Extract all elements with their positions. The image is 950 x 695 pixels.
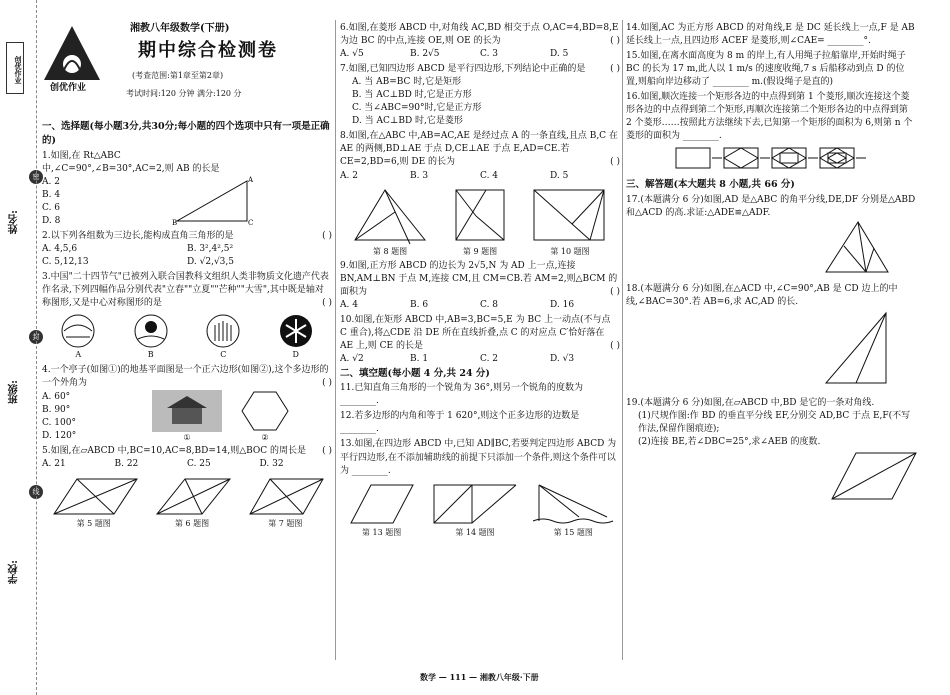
answer-paren: ( ) — [610, 157, 620, 168]
q9-figure: 第 9 题图 — [450, 186, 510, 258]
option: C. 3 — [480, 49, 499, 60]
question-2 — [42, 230, 332, 269]
option: B. 2√5 — [410, 49, 440, 60]
option: A. 2 — [42, 176, 60, 187]
hexagon-figure: ② — [240, 390, 290, 444]
section-heading: 二、填空题(每小题 4 分,共 24 分) — [340, 367, 490, 379]
triangle-figure — [172, 176, 252, 226]
svg-text:A: A — [248, 175, 254, 184]
exam-title: 期中综合检测卷 — [138, 40, 278, 61]
question-stem: 6.如图,在菱形 ABCD 中,对角线 AC,BD 相交于点 O,AC=4,BD=8,E 为边 BC 的中点,连接 OE,则 OE 的长为 — [340, 23, 619, 47]
q10-figure: 第 10 题图 — [530, 186, 610, 258]
q13-figure: 第 13 题图 — [347, 481, 417, 539]
q5-figure: 第 5 题图 — [49, 474, 139, 530]
q14-figure: 第 14 题图 — [430, 481, 520, 539]
option: A. 4 — [340, 300, 358, 311]
answer-paren: ( ) — [610, 341, 620, 352]
answer-paren: ( ) — [610, 64, 620, 75]
svg-text:B: B — [172, 218, 178, 227]
question-19 — [626, 397, 916, 449]
option: B. 90° — [42, 405, 71, 416]
option-figure: D — [278, 313, 314, 361]
question-18: 18.(本题满分 6 分)如图,在△ACD 中,∠C=90°,AB 是 CD 边上的中线,∠BAC=30°.若 AB=6,求 AC,AD 的长. — [626, 284, 898, 308]
cut-line — [36, 0, 37, 695]
q17-figure — [626, 220, 916, 276]
column-1 — [42, 20, 332, 533]
section-heading: 一、选择题(每小题3分,共30分;每小题的四个选项中只有一项是正确的) — [42, 121, 330, 146]
svg-text:C: C — [248, 218, 254, 227]
option: A. 当 AB=BC 时,它是矩形 — [352, 77, 462, 88]
option: B. 1 — [410, 354, 429, 365]
option: B. 22 — [114, 459, 139, 470]
answer-paren: ( ) — [322, 377, 332, 388]
name-label: 姓名: — [9, 210, 20, 234]
figure-row — [340, 481, 620, 539]
question-stem: 19.(本题满分 6 分)如图,在▱ABCD 中,BD 是它的一条对角线. — [626, 397, 875, 408]
q18-figure — [626, 309, 916, 389]
series-title: 湘教八年级数学(下册) — [130, 23, 230, 34]
binding-sidebar — [0, 0, 38, 695]
question-4 — [42, 364, 332, 444]
question-stem: 3.中国"二十四节气"已被列入联合国教科文组织人类非物质文化遗产代表作名录,下列四幅作品分别代表"立春""立夏""芒种""大雪",其中既是轴对称图形,又是中心对称图形的是 — [42, 271, 329, 309]
option: A. 2 — [340, 170, 358, 181]
option: C. 当∠ABC=90°时,它是正方形 — [352, 103, 482, 114]
figure-row — [340, 186, 620, 258]
option: A. √5 — [340, 49, 364, 60]
option: B. 3²,4²,5² — [187, 243, 234, 254]
q7-figure: 第 7 题图 — [245, 474, 325, 530]
seal-mark-feng: 封 — [29, 330, 43, 344]
question-6 — [340, 22, 620, 61]
seal-mark-mi: 密 — [29, 170, 43, 184]
question-15: 15.如图,在离水面高度为 8 m 的岸上,有人用绳子拉船靠岸,开始时绳子 BC 的长为 17 m,此人以 1 m/s 的速度收绳,7 s 后船移动到点 D 的位置,则船向岸边移动了 ________ m.(假设绳子是直的) — [626, 51, 906, 88]
option: D. 5 — [550, 170, 569, 181]
exam-scope: (考查范围:第1章至第2章) — [132, 71, 224, 80]
option-figure: B — [133, 313, 169, 361]
answer-paren: ( ) — [322, 298, 332, 309]
column-3 — [626, 20, 916, 510]
option: C. 100° — [42, 418, 76, 429]
question-13: 13.如图,在四边形 ABCD 中,已知 AD∥BC,若要判定四边形 ABCD 为平行四边形,在不添加辅助线的前提下只添加一个条件,则这个条件可以为 ________. — [340, 439, 617, 476]
page-footer: 数学 — 111 — 湘教八年级·下册 — [420, 672, 539, 682]
series-badge: 创优作业 — [6, 42, 24, 94]
question-1 — [42, 150, 332, 228]
question-stem: 7.如图,已知四边形 ABCD 是平行四边形,下列结论中正确的是 — [340, 64, 586, 75]
q16-figure — [626, 145, 916, 176]
option-figure: A — [60, 313, 96, 361]
figure-row — [42, 474, 332, 530]
option: C. 6 — [42, 202, 61, 213]
option: D. 120° — [42, 431, 77, 442]
option: D. √3 — [550, 354, 575, 365]
option: A. 4,5,6 — [42, 243, 78, 254]
answer-paren: ( ) — [322, 446, 332, 457]
class-label: 班级: — [9, 380, 20, 404]
answer-paren: ( ) — [322, 230, 332, 241]
q6-figure: 第 6 题图 — [152, 474, 232, 530]
school-label: 学校: — [9, 560, 20, 584]
option: D. 32 — [259, 459, 284, 470]
option: A. √2 — [340, 354, 364, 365]
logo-text: 创优作业 — [50, 83, 87, 93]
column-divider — [335, 20, 336, 660]
option: D. 5 — [550, 49, 569, 60]
sub-question: (1)尺规作图:作 BD 的垂直平分线 EF,分别交 AD,BC 于点 E,F(不写作法,保留作图痕迹); — [638, 410, 911, 434]
question-17: 17.(本题满分 6 分)如图,AD 是△ABC 的角平分线,DE,DF 分别是△ABD 和△ACD 的高.求证:△ADE≌△ADF. — [626, 195, 916, 219]
option: C. 8 — [480, 300, 499, 311]
column-divider — [622, 20, 623, 660]
answer-paren: ( ) — [610, 36, 620, 47]
option: C. 2 — [480, 354, 499, 365]
question-10 — [340, 314, 620, 366]
option: C. 4 — [480, 170, 499, 181]
option: B. 4 — [42, 189, 61, 200]
question-stem: 9.如图,正方形 ABCD 的边长为 2√5,N 为 AD 上一点,连接 BN,AM⊥BN 于点 M,连接 CM,且 CM=CB.若 AM=2,则△BCM 的面积为 — [340, 261, 618, 298]
option: B. 3 — [410, 170, 429, 181]
answer-paren: ( ) — [610, 287, 620, 298]
question-3 — [42, 271, 332, 361]
q19-figure — [626, 449, 916, 505]
question-11: 11.已知直角三角形的一个锐角为 36°,则另一个锐角的度数为 ________. — [340, 383, 583, 407]
exam-time: 考试时间:120 分钟 满分:120 分 — [126, 89, 242, 98]
pavilion-photo: ① — [152, 390, 222, 444]
logo-icon — [42, 24, 102, 84]
question-14: 14.如图,AC 为正方形 ABCD 的对角线,E 是 DC 延长线上一点,F 是 AB 延长线上一点,且四边形 ACEF 是菱形,则∠CAE= ________°. — [626, 23, 915, 47]
question-9 — [340, 260, 620, 312]
option-figure: C — [205, 313, 241, 361]
question-stem: 4.一个亭子(如图①)的地基平面图是一个正六边形(如图②),这个多边形的一个外角为 — [42, 364, 329, 388]
question-stem: 1.如图,在 Rt△ABC 中,∠C=90°,∠B=30°,AC=2,则 AB 的长是 — [42, 150, 220, 174]
column-2 — [340, 20, 620, 541]
option: C. 5,12,13 — [42, 256, 89, 267]
question-8 — [340, 130, 620, 257]
sub-question: (2)连接 BE,若∠DBC=25°,求∠AEB 的度数. — [638, 436, 821, 447]
option: D. 当 AC⊥BD 时,它是菱形 — [352, 116, 463, 127]
question-stem: 8.如图,在△ABC 中,AB=AC,AE 是经过点 A 的一条直线,且点 B,C 在 AE 的两侧,BD⊥AE 于点 D,CE⊥AE 于点 E,AD=CE.若 CE=2,BD=6,则 DE 的长为 — [340, 131, 618, 168]
option: D. √2,√3,5 — [187, 256, 234, 267]
option: B. 当 AC⊥BD 时,它是正方形 — [352, 90, 472, 101]
question-7 — [340, 63, 620, 128]
option: A. 21 — [42, 459, 66, 470]
seal-mark-xian: 线 — [29, 485, 43, 499]
option: D. 16 — [550, 300, 575, 311]
question-stem: 2.以下列各组数为三边长,能构成直角三角形的是 — [42, 230, 234, 241]
question-16: 16.如图,顺次连接一个矩形各边的中点得到第 1 个菱形,顺次连接这个菱形各边的中点得到第二个矩形,再顺次连接第二个矩形各边的中点得到第 2 个菱形……按照此方法继续下去,已知第一个矩形的面积为 6,则第 n 个菱形的面积为 ________. — [626, 92, 913, 142]
solar-term-images — [42, 313, 332, 361]
q8-figure: 第 8 题图 — [350, 186, 430, 258]
question-5 — [42, 445, 332, 530]
option: B. 6 — [410, 300, 429, 311]
option: C. 25 — [187, 459, 211, 470]
question-stem: 10.如图,在矩形 ABCD 中,AB=3,BC=5,E 为 BC 上一动点(不与点 C 重合),将△CDE 沿 DE 所在直线折叠,点 C 的对应点 C′恰好落在 AE 上,则 CE 的长是 — [340, 315, 611, 352]
q15-figure: 第 15 题图 — [533, 481, 613, 539]
question-stem: 5.如图,在▱ABCD 中,BC=10,AC=8,BD=14,则△BOC 的周长是 — [42, 446, 307, 457]
option: D. 8 — [42, 215, 61, 226]
exam-header — [42, 20, 332, 120]
option: A. 60° — [42, 392, 71, 403]
question-12: 12.若多边形的内角和等于 1 620°,则这个正多边形的边数是 ________. — [340, 411, 580, 435]
section-heading: 三、解答题(本大题共 8 小题,共 66 分) — [626, 179, 795, 191]
